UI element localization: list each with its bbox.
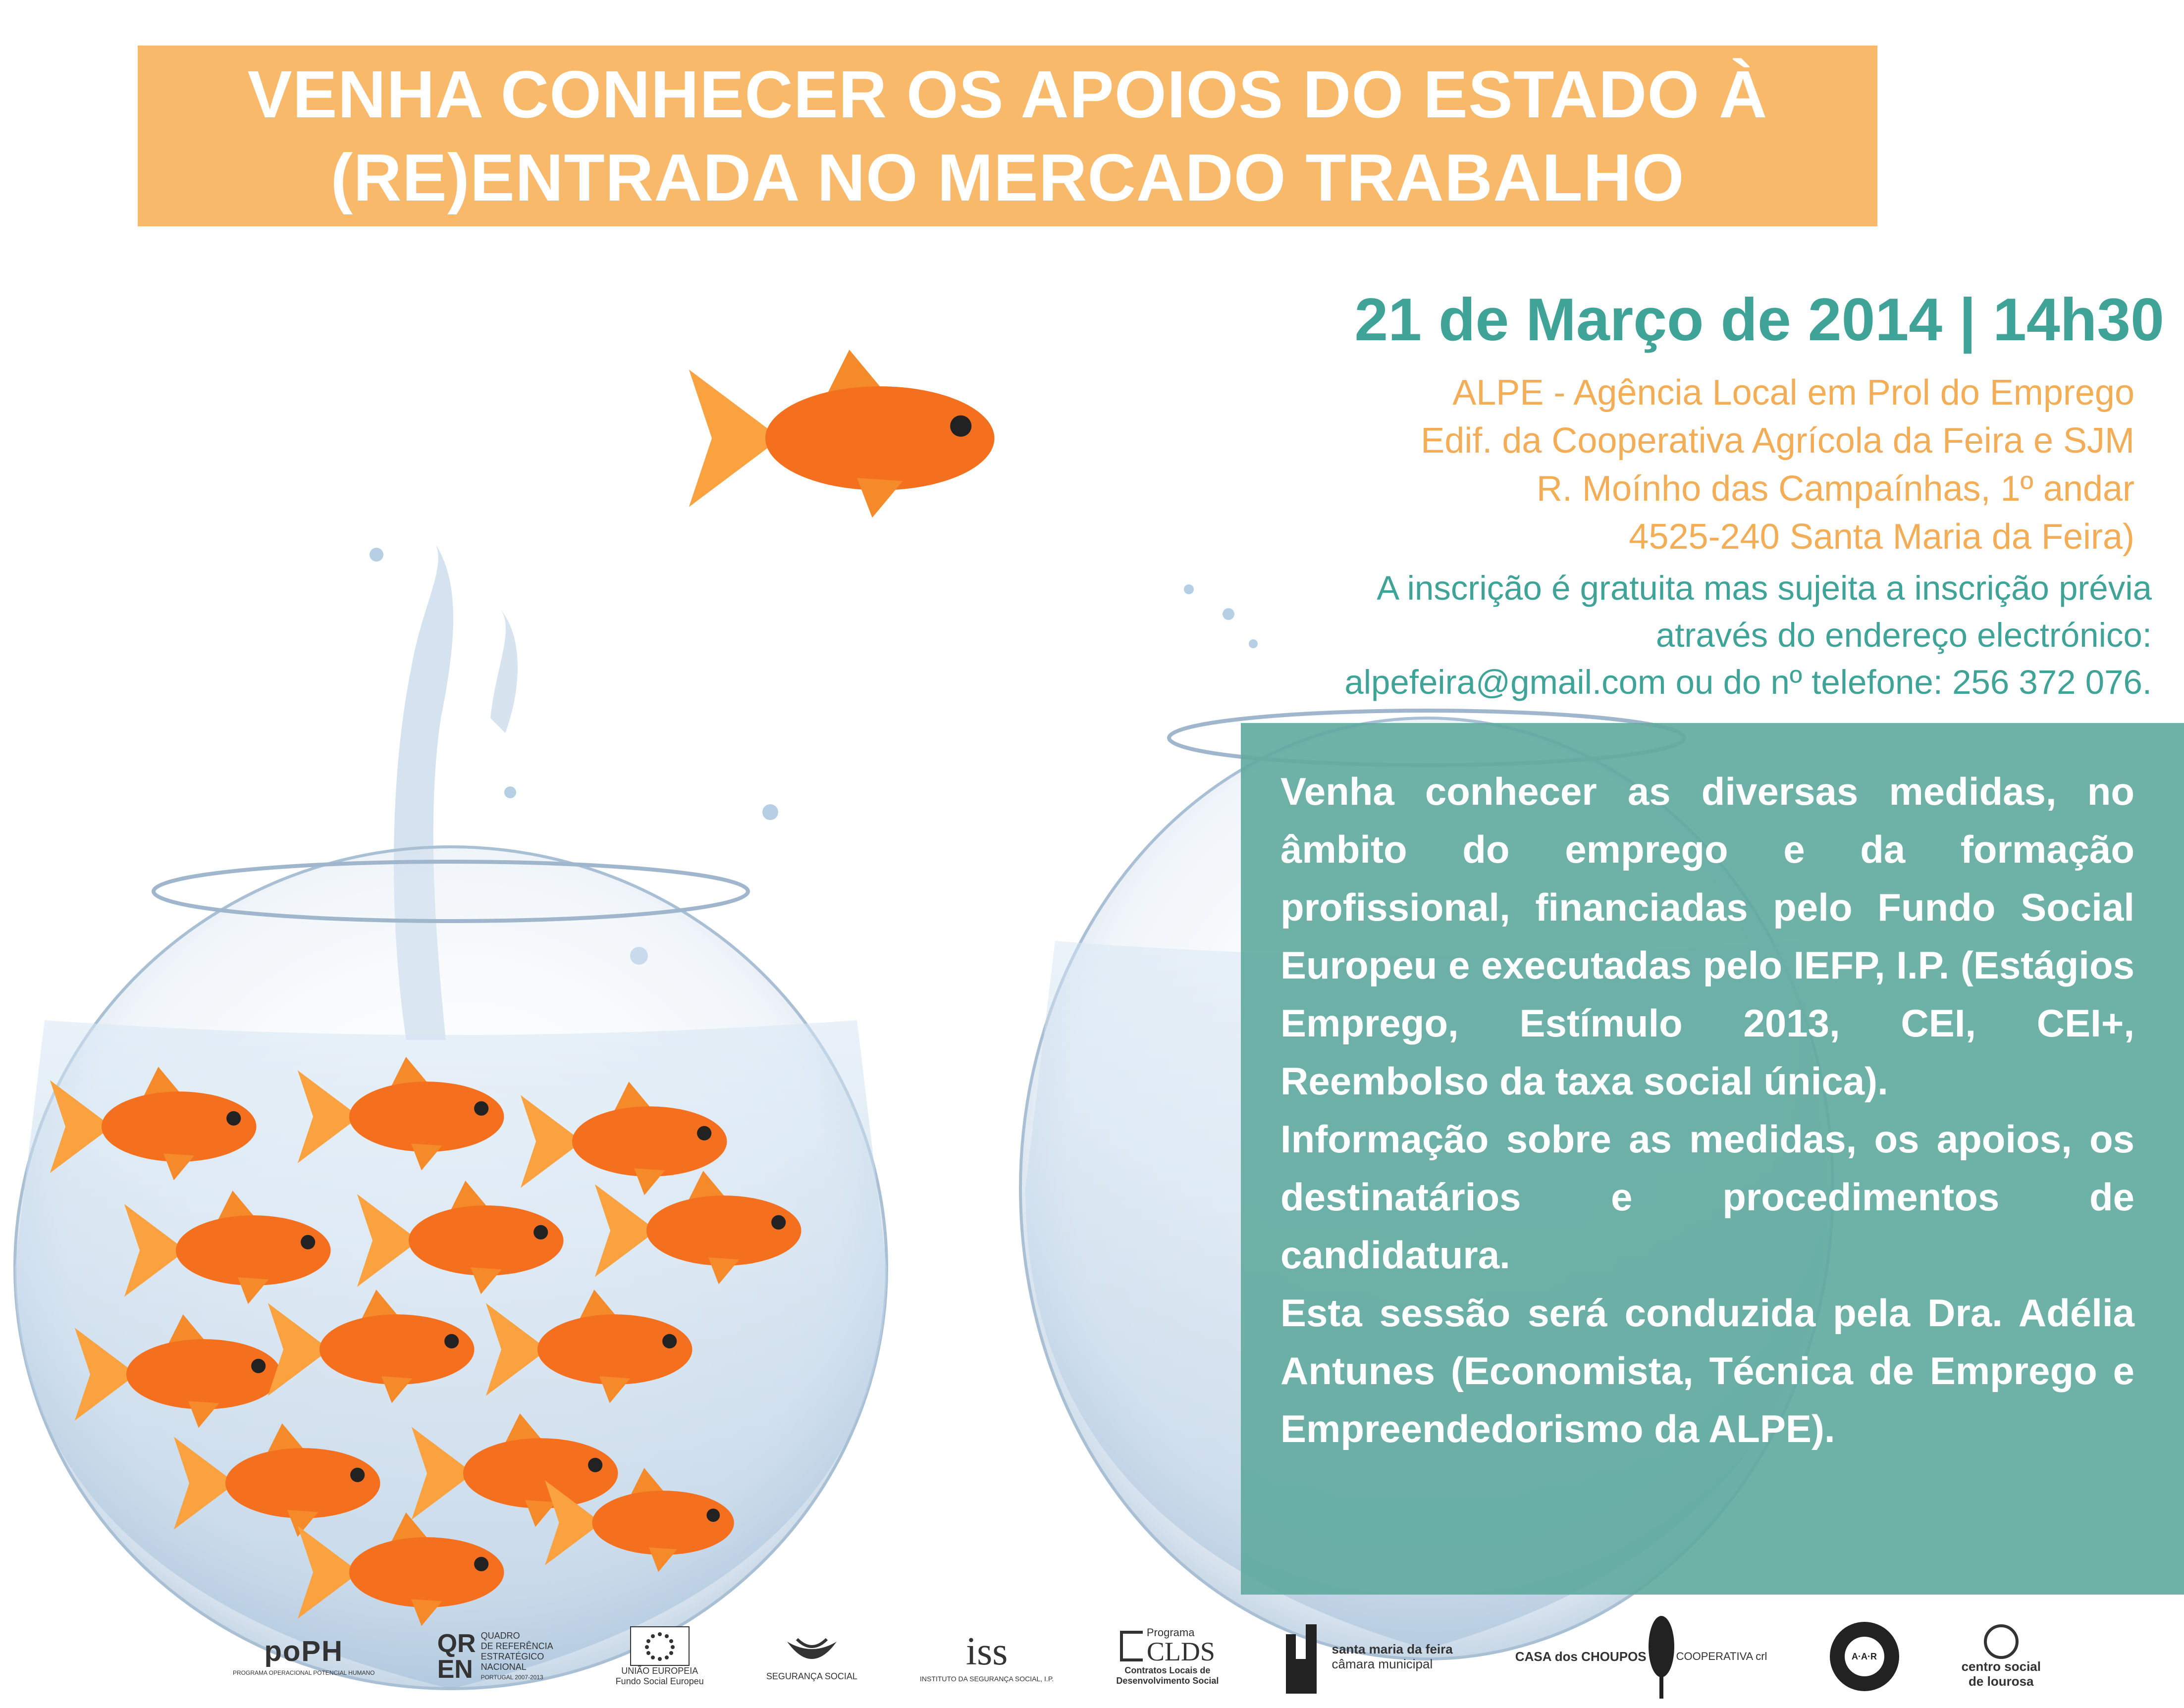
qren-line: ESTRATÉGICO <box>480 1651 544 1661</box>
centro-social-line-2: de lourosa <box>1969 1674 2034 1689</box>
info-paragraph-speaker: Esta sessão será conduzida pela Dra. Adélia Antunes (Economista, Técnica de Emprego e Empreendedorismo da ALPE). <box>1280 1291 2134 1450</box>
seguranca-social-logo <box>766 1632 857 1682</box>
info-paragraph-topics: Informação sobre as medidas, os apoios, os destinatários e procedimentos de candidatura. <box>1280 1117 2134 1277</box>
centro-social-line-1: centro social <box>1961 1659 2041 1674</box>
info-box <box>1241 723 2184 1595</box>
clds-logo <box>1116 1627 1219 1686</box>
smf-line-1: santa maria da feira <box>1332 1642 1453 1656</box>
address-line: 4525-240 Santa Maria da Feira) <box>1629 517 2134 557</box>
iss-caption: INSTITUTO DA SEGURANÇA SOCIAL, I.P. <box>920 1674 1054 1683</box>
iss-logo <box>920 1629 1054 1684</box>
qren-line: QUADRO <box>480 1630 520 1641</box>
smf-line-2: câmara municipal <box>1332 1656 1433 1671</box>
seguranca-social-icon <box>782 1632 842 1671</box>
clds-caption-1: Contratos Locais de <box>1124 1665 1211 1675</box>
casa-choupos-suffix: COOPERATIVA crl <box>1676 1650 1767 1662</box>
santa-maria-feira-logo <box>1281 1619 1452 1694</box>
casa-choupos-logo <box>1515 1614 1767 1699</box>
event-address <box>1421 369 2134 561</box>
poph-logo <box>233 1635 375 1678</box>
event-date-time: 21 de Março de 2014 | 14h30 <box>1354 286 2164 353</box>
title-line-1: VENHA CONHECER OS APOIOS DO ESTADO À <box>247 56 1768 132</box>
goldfish-icon <box>689 350 995 518</box>
centro-social-logo <box>1962 1624 2041 1689</box>
aar-mark: A·A·R <box>1845 1637 1884 1676</box>
tree-icon <box>1647 1614 1676 1699</box>
casa-choupos-name: CASA dos CHOUPOS <box>1515 1649 1647 1664</box>
qren-mark-bottom: EN <box>437 1655 473 1684</box>
qren-logo <box>437 1631 553 1683</box>
clds-caption-2: Desenvolvimento Social <box>1116 1675 1219 1686</box>
registration-info <box>1344 565 2152 706</box>
iss-mark: iss <box>965 1629 1008 1673</box>
eu-caption-2: Fundo Social Europeu <box>615 1676 704 1686</box>
address-line: Edif. da Cooperativa Agrícola da Feira e SJM <box>1421 421 2134 461</box>
clds-mark: CLDS <box>1146 1636 1215 1666</box>
title-line-2: (RE)ENTRADA NO MERCADO TRABALHO <box>330 140 1685 215</box>
qren-mark-top: QR <box>437 1629 476 1658</box>
registration-line: A inscrição é gratuita mas sujeita a inscrição prévia <box>1377 569 2152 607</box>
poph-caption: PROGRAMA OPERACIONAL POTENCIAL HUMANO <box>233 1669 375 1676</box>
eu-logo <box>616 1626 704 1687</box>
poph-mark: poPH <box>264 1635 343 1667</box>
castle-icon <box>1281 1619 1326 1694</box>
info-paragraph-measures: Venha conhecer as diversas medidas, no âmbito do emprego e da formação profissional, financiadas pelo Fundo Social Europeu e executadas pelo IEFP, I.P. (Estágios Emprego, Estímulo 2013, CEI, CEI+, Reembolso da taxa social única). <box>1280 770 2134 1103</box>
eu-caption-1: UNIÃO EUROPEIA <box>621 1666 698 1676</box>
seguranca-social-caption: SEGURANÇA SOCIAL <box>766 1671 857 1681</box>
qren-line: PORTUGAL 2007-2013 <box>480 1673 543 1681</box>
partner-logos <box>233 1612 2041 1701</box>
address-line: ALPE - Agência Local em Prol do Emprego <box>1452 373 2134 413</box>
clds-bracket-icon <box>1120 1631 1143 1661</box>
registration-contact[interactable]: alpefeira@gmail.com ou do nº telefone: 256 372 076. <box>1344 663 2152 701</box>
centro-social-icon <box>1984 1624 2019 1659</box>
address-line: R. Moínho das Campaínhas, 1º andar <box>1537 469 2134 509</box>
eu-flag-icon <box>630 1626 690 1666</box>
aar-logo <box>1830 1622 1899 1691</box>
clds-program: Programa <box>1146 1626 1195 1639</box>
aar-badge-icon <box>1830 1622 1899 1691</box>
qren-line: NACIONAL <box>480 1661 527 1672</box>
registration-line: através do endereço electrónico: <box>1655 616 2152 654</box>
qren-line: DE REFERÊNCIA <box>480 1641 553 1651</box>
